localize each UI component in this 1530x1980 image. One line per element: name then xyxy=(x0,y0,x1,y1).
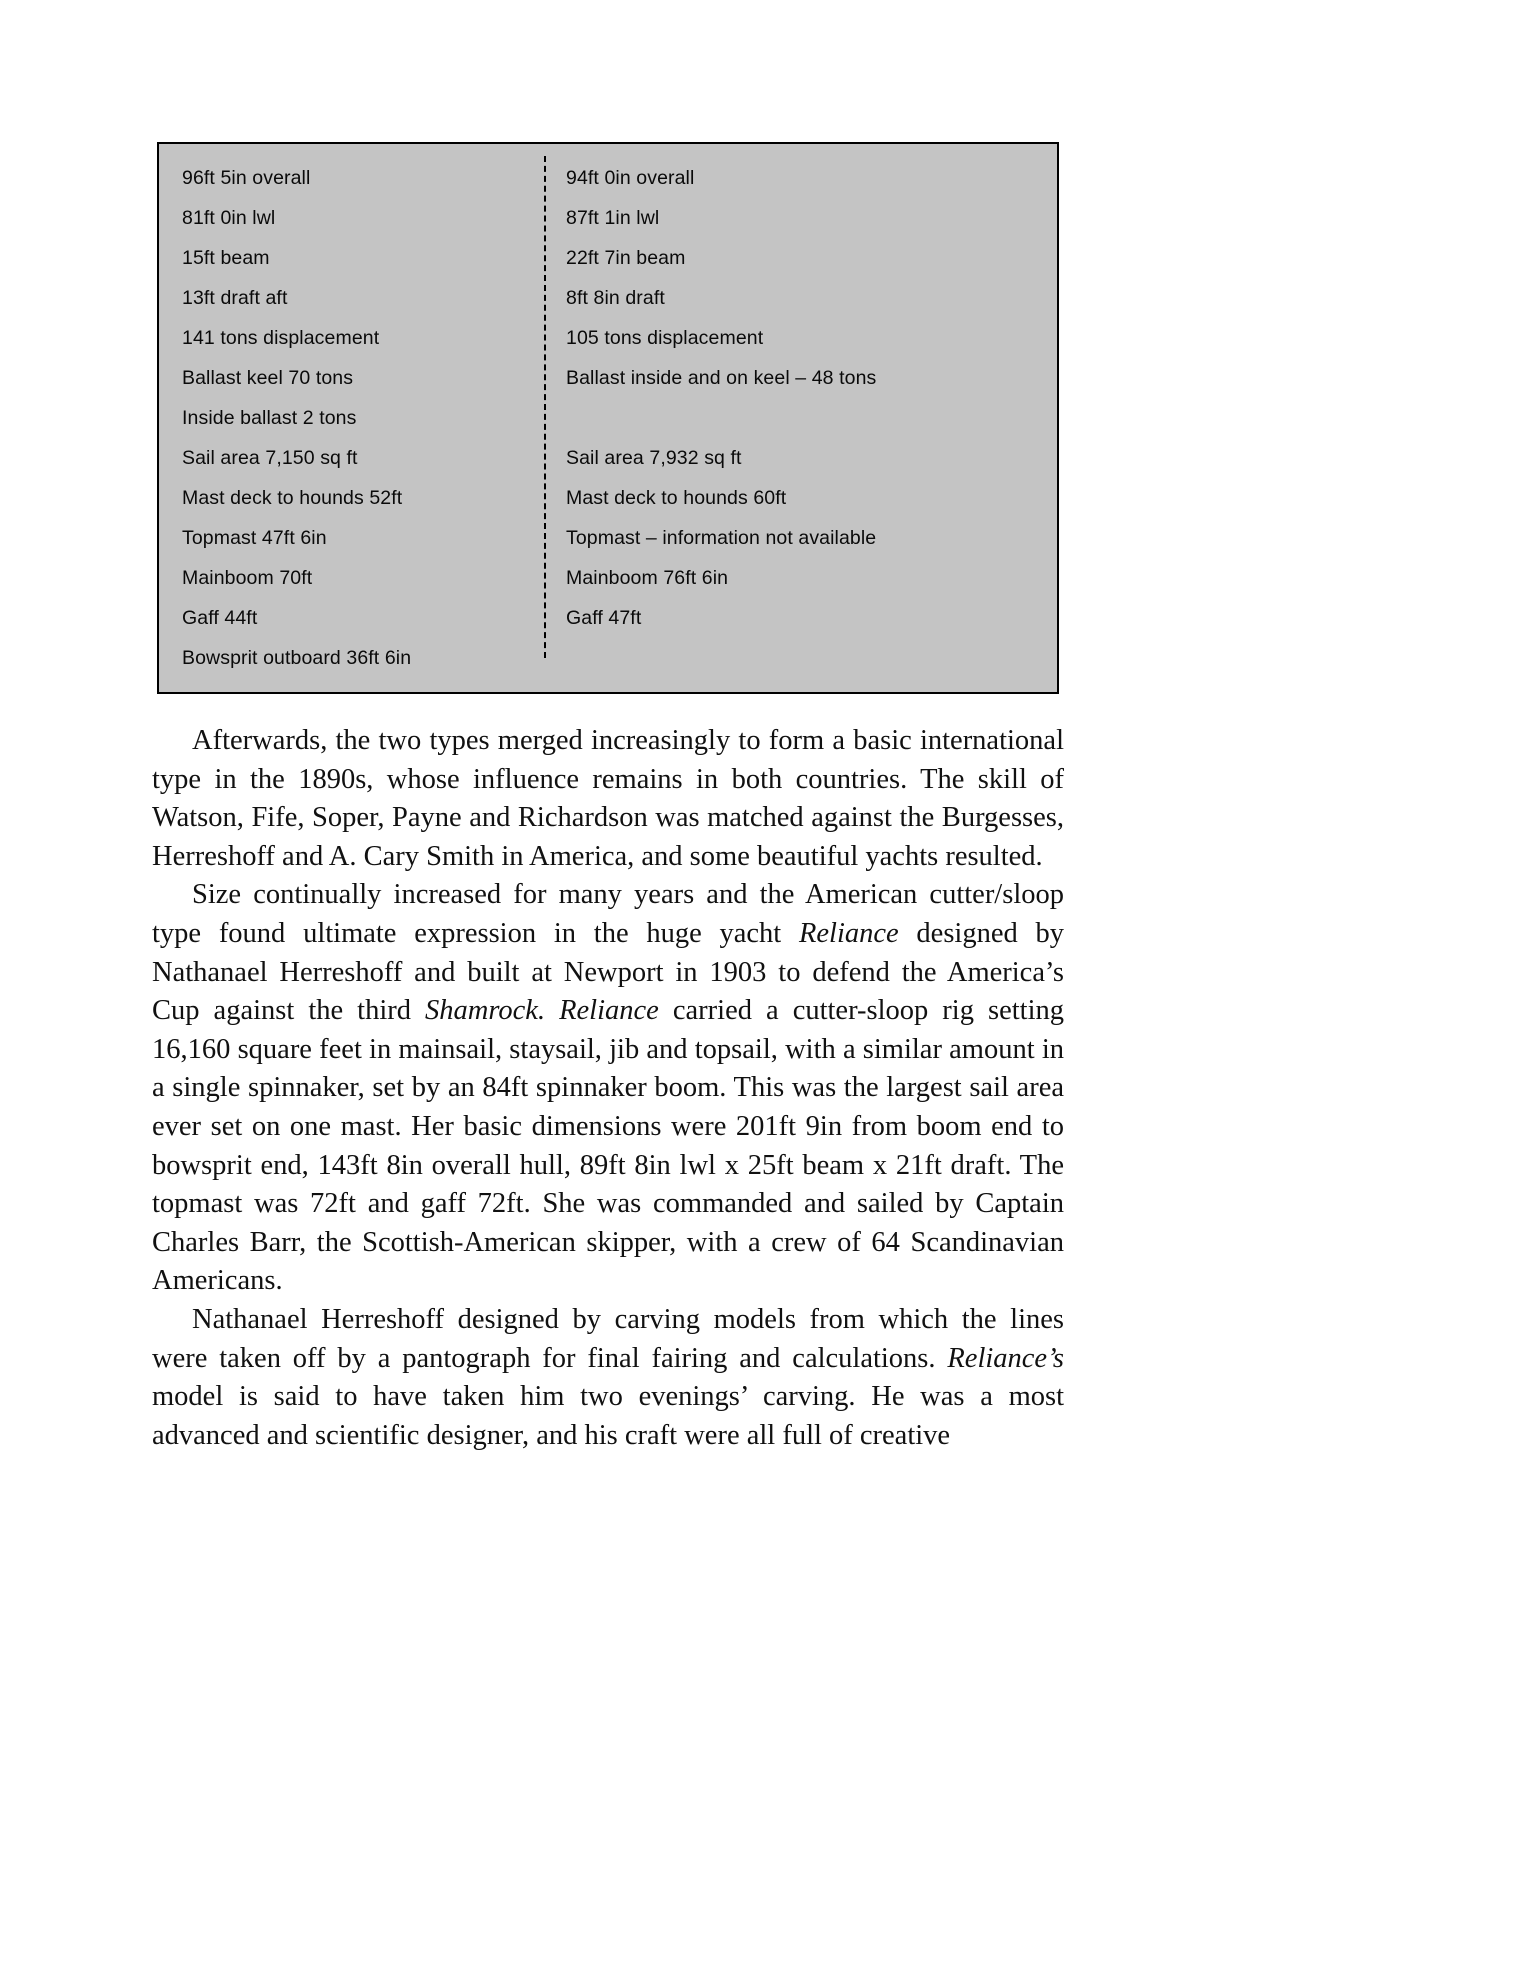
spec-right-value: Ballast inside and on keel – 48 tons xyxy=(566,366,877,389)
spec-left-value: Bowsprit outboard 36ft 6in xyxy=(182,646,412,669)
paragraph-afterwards xyxy=(152,722,1064,876)
italic-run: Reliance xyxy=(798,917,899,949)
table-row xyxy=(159,598,1057,638)
spec-right-value: Mainboom 76ft 6in xyxy=(566,566,729,589)
table-row xyxy=(159,238,1057,278)
spec-left-value: 15ft beam xyxy=(182,246,270,269)
table-row xyxy=(159,278,1057,318)
spec-right-value: 87ft 1in lwl xyxy=(566,206,660,229)
spec-right-value: 8ft 8in draft xyxy=(566,286,665,309)
table-row xyxy=(159,198,1057,238)
table-row xyxy=(159,558,1057,598)
table-row xyxy=(159,438,1057,478)
table-row xyxy=(159,518,1057,558)
text-run: carried a cutter-sloop rig setting 16,160 square feet in mainsail, staysail, jib and topsail, with a similar amount in a single spinnaker, set by an 84ft spinnaker boom. This was the largest sail area ever set on one mast. Her basic dimensions were 201ft 9in from boom end to bowsprit end, 143ft 8in overall hull, 89ft 8in lwl x 25ft beam x 21ft draft. The topmast was 72ft and gaff 72ft. She was commanded and sailed by Captain Charles Barr, the Scottish-American skipper, with a crew of 64 Scandinavian Americans. xyxy=(152,995,1064,1297)
spec-left-value: 141 tons displacement xyxy=(182,326,380,349)
spec-table-grid xyxy=(159,144,1057,692)
spec-left-value: Inside ballast 2 tons xyxy=(182,406,357,429)
text-run: Size continually increased for many years and the American cutter/sloop type found ultimate expression in the huge yacht xyxy=(152,879,1064,949)
spec-left-value: Mainboom 70ft xyxy=(182,566,313,589)
spec-left-value: Sail area 7,150 sq ft xyxy=(182,446,358,469)
body-text xyxy=(152,722,1064,1455)
spec-right-value: 94ft 0in overall xyxy=(566,166,695,189)
spec-left-value: Ballast keel 70 tons xyxy=(182,366,354,389)
spec-right-value: 105 tons displacement xyxy=(566,326,764,349)
spec-left-value: 81ft 0in lwl xyxy=(182,206,276,229)
text-run: designed by Nathanael Herreshoff and built at Newport in 1903 to defend the America’s Cup against the third xyxy=(152,917,1064,1027)
paragraph-nathanael xyxy=(152,1301,1064,1455)
column-divider xyxy=(544,156,546,658)
spec-right-value: 22ft 7in beam xyxy=(566,246,686,269)
yacht-specification-table xyxy=(157,142,1059,694)
spec-left-value: 13ft draft aft xyxy=(182,286,288,309)
spec-right-value: Mast deck to hounds 60ft xyxy=(566,486,787,509)
spec-left-value: Mast deck to hounds 52ft xyxy=(182,486,403,509)
table-row xyxy=(159,158,1057,198)
spec-left-value: Topmast 47ft 6in xyxy=(182,526,327,549)
paragraph-size xyxy=(152,876,1064,1301)
text-run: model is said to have taken him two evenings’ carving. He was a most advanced and scientific designer, and his craft were all full of creative xyxy=(152,1381,1064,1451)
italic-run: Shamrock. Reliance xyxy=(425,995,659,1027)
table-row xyxy=(159,318,1057,358)
table-row xyxy=(159,358,1057,398)
spec-right-value: Gaff 47ft xyxy=(566,606,642,629)
table-row xyxy=(159,398,1057,438)
italic-run: Reliance’s xyxy=(947,1342,1064,1374)
text-run: Nathanael Herreshoff designed by carving models from which the lines were taken off by a pantograph for final fairing and calculations. xyxy=(152,1303,1064,1374)
spec-left-value: 96ft 5in overall xyxy=(182,166,311,189)
spec-left-value: Gaff 44ft xyxy=(182,606,258,629)
table-row xyxy=(159,638,1057,678)
spec-right-value: Topmast – information not available xyxy=(566,526,877,549)
table-row xyxy=(159,478,1057,518)
text-run: Afterwards, the two types merged increasingly to form a basic international type in the 1890s, whose influence remains in both countries. The skill of Watson, Fife, Soper, Payne and Richardson was matched against the Burgesses, Herreshoff and A. Cary Smith in America, and some beautiful yachts resulted. xyxy=(152,725,1064,872)
spec-right-value: Sail area 7,932 sq ft xyxy=(566,446,742,469)
